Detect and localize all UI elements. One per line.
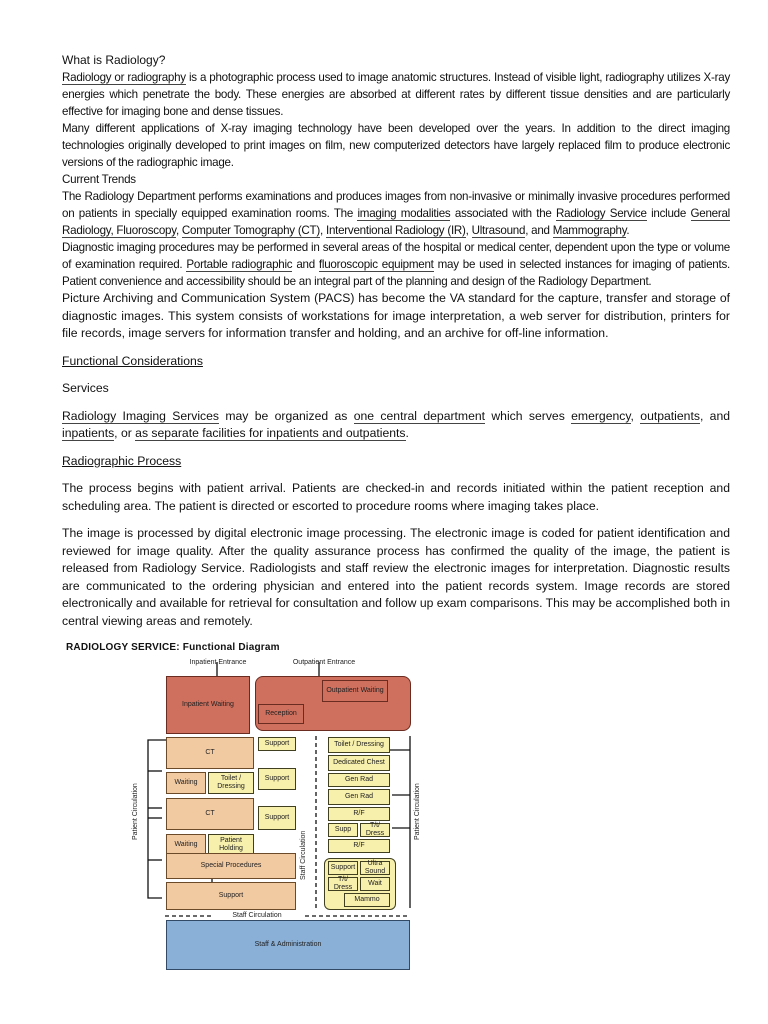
text-run: , [175, 224, 182, 237]
spacer [62, 398, 730, 408]
patient-circulation-right-label: Patient Circulation [414, 783, 421, 840]
text-run: , and [525, 224, 553, 237]
document-body [62, 52, 730, 630]
toilet-dress-room-2: T/t/ Dress [328, 877, 358, 891]
paragraph-pacs: Picture Archiving and Communication System (PACS) has become the VA standard for the capture, transfer and storage of diagnostic images. This system consists of workstations for image interpretation, a web server for distribution, printers for file records, image servers for information transfer and holding, and an archive for off-line information. [62, 291, 730, 340]
waiting-room-1: Waiting [166, 772, 206, 794]
toilet-dress-room-1: T/t/ Dress [360, 823, 390, 837]
outpatient-entrance-label: Outpatient Entrance [292, 659, 356, 666]
text-run: Diagnostic imaging procedures may be performed in several areas of the hospital or medical center, dependent upon the type or volume of examination required. [62, 241, 730, 271]
term-general-radiology: General Radiology, Fluoroscopy [62, 207, 730, 237]
patient-circulation-left-label: Patient Circulation [132, 783, 139, 840]
term-imaging-services: Radiology Imaging Services [62, 408, 219, 423]
gen-rad-room-2: Gen Rad [328, 789, 390, 805]
waiting-room-2: Waiting [166, 834, 206, 856]
spacer [62, 515, 730, 525]
heading-text: Functional Considerations [62, 353, 203, 368]
term-inpatients: inpatients [62, 426, 115, 440]
term-radiology-service: Radiology Service [556, 207, 647, 220]
term-central-department: one central department [353, 408, 486, 423]
term-portable-radiographic: Portable radiographic [186, 258, 293, 271]
term-ct: Computer Tomography (CT) [181, 224, 321, 237]
reception-room: Reception [258, 704, 304, 724]
heading-text: Radiographic Process [62, 453, 182, 468]
supp-room: Supp [328, 823, 358, 837]
toilet-dressing-room-1: Toilet / Dressing [208, 772, 254, 794]
heading-current-trends: Current Trends [62, 173, 136, 186]
dedicated-chest-room: Dedicated Chest [328, 755, 390, 771]
ct-room-2: CT [166, 798, 254, 830]
text-run: may be used in selected instances for imaging of patients. Patient convenience and accessibility should be an integral part of the planning and design of the Radiology Department. [62, 258, 730, 288]
paragraph-diagnostic-imaging [62, 239, 730, 290]
spacer [62, 443, 730, 453]
support-room-us: Support [328, 861, 358, 875]
text-run: , [320, 224, 326, 237]
paragraph-image-processing: The image is processed by digital electronic image processing. The electronic image is coded for patient identification and reviewed for image quality. After the quality assurance process has confirmed the quality of the image, the patient is released from Radiology Service. Radiologists and staff review the electronic images for interpretation. Diagnostic results are communicated to the ordering physician and entered into the patient records system. Image records are stored electronically and available for retrieval for consultation and follow up exam comparisons. This may be accomplished both in central viewing areas and remotely. [62, 526, 730, 628]
text-run: , [630, 408, 641, 423]
gen-rad-room-1: Gen Rad [328, 773, 390, 787]
paragraph-services [62, 408, 730, 443]
spacer [62, 343, 730, 353]
term-outpatients: outpatients [640, 408, 700, 423]
term-mammography: Mammography [552, 224, 627, 237]
staff-circulation-vertical-label: Staff Circulation [300, 830, 307, 880]
text-run: , or [114, 426, 136, 440]
wait-room: Wait [360, 877, 390, 891]
support-room-2: Support [258, 768, 296, 790]
term-ultrasound: Ultrasound [471, 224, 526, 237]
inpatient-waiting-room: Inpatient Waiting [166, 676, 250, 734]
heading-functional-considerations [62, 353, 730, 371]
text-run: The Radiology Department performs examinations and produces images from non-invasive or minimally invasive procedures performed on patients in specially equipped examination rooms. The [62, 190, 730, 220]
text-run: , [465, 224, 472, 237]
text-run: and [292, 258, 319, 271]
rf-room-1: R/F [328, 807, 390, 821]
text-run: which serves [485, 408, 572, 423]
text-run: associated with the [450, 207, 557, 220]
outpatient-waiting-room: Outpatient Waiting [322, 680, 388, 702]
paragraph-radiology-department [62, 188, 730, 239]
spacer [62, 470, 730, 480]
text-run: may be organized as [219, 408, 354, 423]
heading-text: What is Radiology? [62, 53, 166, 67]
spacer [62, 370, 730, 380]
text-run: , and [699, 408, 731, 423]
rf-room-2: R/F [328, 839, 390, 853]
paragraph-process-begins: The process begins with patient arrival. Patients are checked-in and records initiated within the patient reception and scheduling area. The patient is directed or escorted to procedure rooms where imaging takes place. [62, 481, 730, 513]
staff-administration-area: Staff & Administration [166, 920, 410, 970]
term-ir: Interventional Radiology (IR) [325, 224, 466, 237]
support-room-3: Support [258, 806, 296, 830]
special-procedures-room: Special Procedures [166, 853, 296, 879]
inpatient-entrance-label: Inpatient Entrance [189, 659, 247, 666]
text-run: include [646, 207, 691, 220]
functional-diagram [62, 640, 432, 1020]
ultrasound-room: Ultra Sound [360, 861, 390, 875]
diagram-title: RADIOLOGY SERVICE: Functional Diagram [66, 642, 280, 653]
mammo-room: Mammo [344, 893, 390, 907]
support-room-bottom: Support [166, 882, 296, 910]
paragraph-text: is a photographic process used to image anatomic structures. Instead of visible light, radiography utilizes X-ray energies which penetrate the body. These energies are absorbed at different rates by different tissue densities and are particularly effective for imaging bone and dense tissues. [62, 71, 730, 118]
support-room-1: Support [258, 737, 296, 751]
staff-circulation-label: Staff Circulation [212, 912, 302, 920]
ct-room-1: CT [166, 737, 254, 769]
heading-what-is-radiology [62, 52, 730, 69]
heading-services: Services [62, 381, 109, 395]
heading-radiographic-process [62, 453, 730, 471]
text-run: . [626, 224, 630, 237]
term-imaging-modalities: imaging modalities [357, 207, 451, 220]
paragraph-applications: Many different applications of X-ray imaging technology have been developed over the years. In addition to the direct imaging technologies originally developed to print images on film, new computerized detectors have largely replaced film to produce electronic versions of the radiographic image. [62, 122, 730, 169]
patient-holding-room: Patient Holding [208, 834, 254, 856]
term-fluoroscopic-equipment: fluoroscopic equipment [318, 258, 434, 271]
toilet-dressing-room-2: Toilet / Dressing [328, 737, 390, 753]
term-separate-facilities: as separate facilities for inpatients and outpatients [135, 426, 406, 440]
text-run: . [405, 426, 409, 440]
term-radiography: Radiology or radiography [62, 71, 186, 84]
term-emergency: emergency [571, 408, 631, 423]
paragraph-radiology-definition [62, 69, 730, 120]
